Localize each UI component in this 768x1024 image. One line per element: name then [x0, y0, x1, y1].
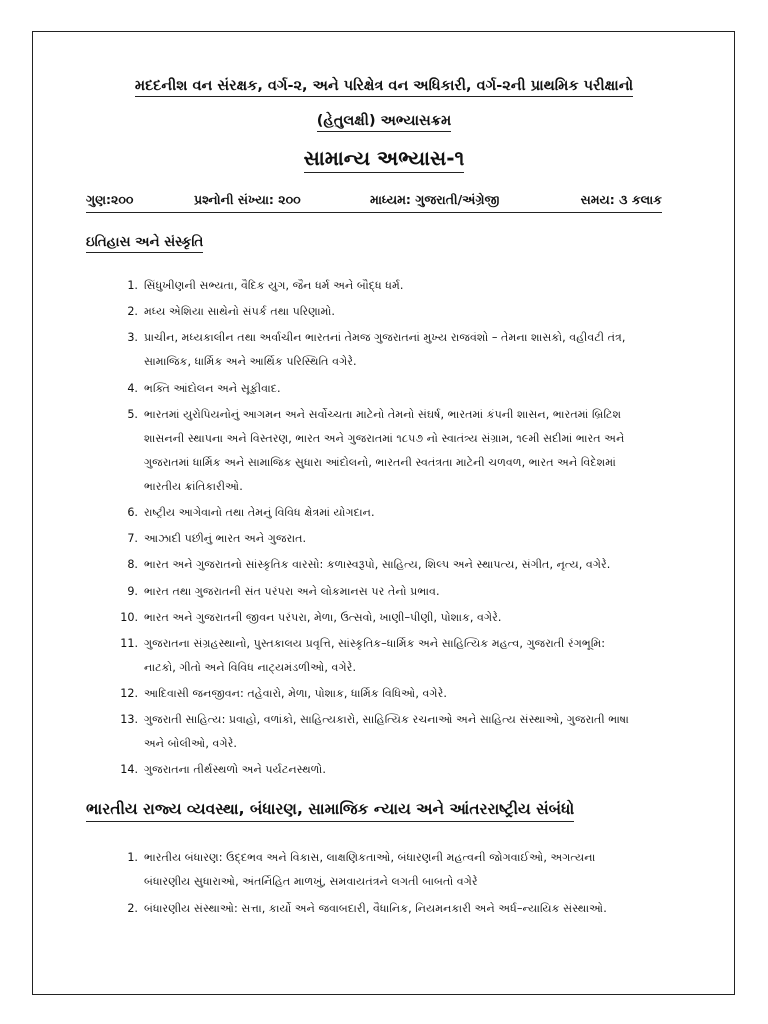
list-item-text-line: સિંધુખીણની સભ્યતા, વૈદિક યુગ, જૈન ધર્મ અને બૌદ્ધ ધર્મ. [144, 279, 404, 292]
list-item [127, 553, 679, 577]
list-item-text-line: ભારતીય બંધારણ: ઉદ્દભવ અને વિકાસ, લાક્ષણિકતાઓ, બંધારણની મહત્વની જોગવાઈઓ, અગત્યના [144, 851, 596, 864]
list-item-text-line: બંધારણીય સંસ્થાઓ: સત્તા, કાર્યો અને જવાબદારી, વૈધાનિક, નિયમનકારી અને અર્ધ–ન્યાયિક સંસ્થાઓ. [144, 902, 607, 915]
list-item-number: 2. [127, 305, 138, 319]
list-item-text-line: સામાજિક, ધાર્મિક અને આર્થિક પરિસ્થિતિ વગેરે. [144, 355, 357, 369]
paper-title-text: સામાન્ય અભ્યાસ-૧ [304, 146, 465, 173]
list-item-number: 11. [120, 636, 138, 650]
list-item-text-line: ગુજરાતમાં ધાર્મિક અને સામાજિક સુધારા આંદોલનો, ભારતની સ્વતંત્રતા માટેની ચળવળ, ભારત અને વિદેશમાં [144, 455, 616, 469]
list-item-text-line: ગુજરાતના તીર્થસ્થળો અને પર્યટનસ્થળો. [144, 763, 326, 777]
list-item [127, 300, 679, 324]
list-item-number: 10. [120, 610, 138, 624]
medium-label: માધ્યમ: ગુજરાતી/અંગ્રેજી [370, 192, 500, 207]
list-item [127, 846, 679, 894]
list-item-number: 13. [120, 713, 138, 727]
list-item [127, 377, 679, 401]
list-item [127, 403, 679, 499]
list-item [127, 501, 679, 525]
polity-topic-list [127, 846, 679, 924]
time-label: સમય: ૩ કલાક [580, 192, 662, 207]
list-item-text-line: આઝાદી પછીનું ભારત અને ગુજરાત. [144, 532, 307, 546]
questions-label: પ્રશ્નોની સંખ્યા: ૨૦૦ [194, 192, 301, 207]
list-item-number: 6. [127, 505, 138, 519]
list-item [120, 606, 679, 630]
exam-title-text: મદદનીશ વન સંરક્ષક, વર્ગ-૨, અને પરિક્ષેત્ર વન અધિકારી, વર્ગ-૨ની પ્રાથમિક પરીક્ષાનો [135, 78, 633, 97]
list-item-text-line: ભારત અને ગુજરાતની જીવન પરંપરા, મેળા, ઉત્સવો, ખાણી–પીણી, પોશાક, વગેરે. [144, 610, 502, 624]
paper-title [0, 146, 768, 173]
section-heading-history [86, 234, 203, 253]
list-item [120, 632, 679, 680]
list-item-number: 1. [127, 279, 138, 292]
list-item-text-line: ભક્તિ આંદોલન અને સૂફીવાદ. [144, 381, 281, 395]
list-item [127, 897, 679, 921]
syllabus-subtitle [0, 113, 768, 132]
list-item-number: 3. [127, 331, 138, 345]
list-item [127, 274, 679, 298]
list-item-text-line: ભારત અને ગુજરાતનો સાંસ્કૃતિક વારસો: કળાસ્વરૂપો, સાહિત્ય, શિલ્પ અને સ્થાપત્ય, સંગીત, નૃત્ય, વગેરે. [144, 558, 611, 572]
list-item-text-line: ભારતમાં યુરોપિયનોનું આગમન અને સર્વોચ્ચતા માટેનો તેમનો સંઘર્ષ, ભારતમાં કંપની શાસન, ભારતમાં બ્રિટિશ [144, 407, 622, 421]
section-heading-polity-text: ભારતીય રાજ્ય વ્યવસ્થા, બંધારણ, સામાજિક ન્યાય અને આંતરરાષ્ટ્રીય સંબંધો [86, 800, 574, 822]
list-item-number: 8. [127, 558, 138, 572]
list-item [120, 682, 679, 706]
list-item [127, 580, 679, 604]
list-item-text-line: ભારતીય ક્રાંતિકારીઓ. [144, 479, 243, 493]
marks-label: ગુણ:૨૦૦ [86, 192, 134, 207]
list-item-text-line: મધ્ય એશિયા સાથેનો સંપર્ક તથા પરિણામો. [144, 305, 335, 319]
list-item-number: 2. [127, 902, 138, 915]
list-item-text-line: અને બોલીઓ, વગેરે. [144, 737, 237, 751]
list-item [127, 326, 679, 374]
syllabus-subtitle-text: (હેતુલક્ષી) અભ્યાસક્રમ [317, 113, 451, 132]
list-item-text-line: નાટકો, ગીતો અને વિવિધ નાટ્યમંડળીઓ, વગેરે. [144, 660, 357, 674]
list-item-number: 1. [127, 851, 138, 864]
list-item-number: 12. [120, 687, 138, 701]
exam-title-line [0, 78, 768, 97]
list-item-text-line: આદિવાસી જનજીવન: તહેવારો, મેળા, પોશાક, ધાર્મિક વિધિઓ, વગેરે. [144, 687, 447, 701]
list-item-text-line: શાસનની સ્થાપના અને વિસ્તરણ, ભારત અને ગુજરાતમાં ૧૮૫૭ નો સ્વાતંત્ર્ય સંગ્રામ, ૧૯મી સદીમાં ભારત અને [144, 431, 625, 445]
section-heading-history-text: ઇતિહાસ અને સંસ્કૃતિ [86, 234, 203, 253]
history-topic-list [120, 274, 679, 785]
list-item-text-line: ભારત તથા ગુજરાતની સંત પરંપરા અને લોકમાનસ પર તેનો પ્રભાવ. [144, 584, 440, 598]
list-item [127, 527, 679, 551]
list-item-number: 5. [127, 407, 138, 421]
list-item-number: 4. [127, 381, 138, 395]
list-item-text-line: રાષ્ટ્રીય આગેવાનો તથા તેમનું વિવિધ ક્ષેત્રમાં યોગદાન. [144, 505, 375, 519]
list-item-number: 14. [120, 763, 138, 777]
exam-meta-row [86, 192, 662, 213]
section-heading-polity [86, 800, 574, 822]
list-item [120, 708, 679, 756]
list-item [120, 758, 679, 782]
list-item-text-line: ગુજરાતી સાહિત્ય: પ્રવાહો, વળાંકો, સાહિત્યકારો, સાહિત્યિક રચનાઓ અને સાહિત્ય સંસ્થાઓ, ગુજરાતી ભાષા [144, 713, 629, 727]
list-item-number: 7. [127, 532, 138, 546]
list-item-number: 9. [127, 584, 138, 598]
list-item-text-line: બંધારણીય સુધારાઓ, અંતર્નિહિત માળખું, સમવાયતંત્રને લગતી બાબતો વગેરે [144, 875, 478, 888]
list-item-text-line: પ્રાચીન, મધ્યકાલીન તથા અર્વાચીન ભારતનાં તેમજ ગુજરાતનાં મુખ્ય રાજવંશો – તેમના શાસકો, વહીવટી તંત્ર, [144, 331, 626, 345]
list-item-text-line: ગુજરાતના સંગ્રહસ્થાનો, પુસ્તકાલય પ્રવૃત્તિ, સાંસ્કૃતિક–ધાર્મિક અને સાહિત્યિક મહત્વ, ગુજરાતી રંગભૂમિ: [144, 636, 606, 650]
